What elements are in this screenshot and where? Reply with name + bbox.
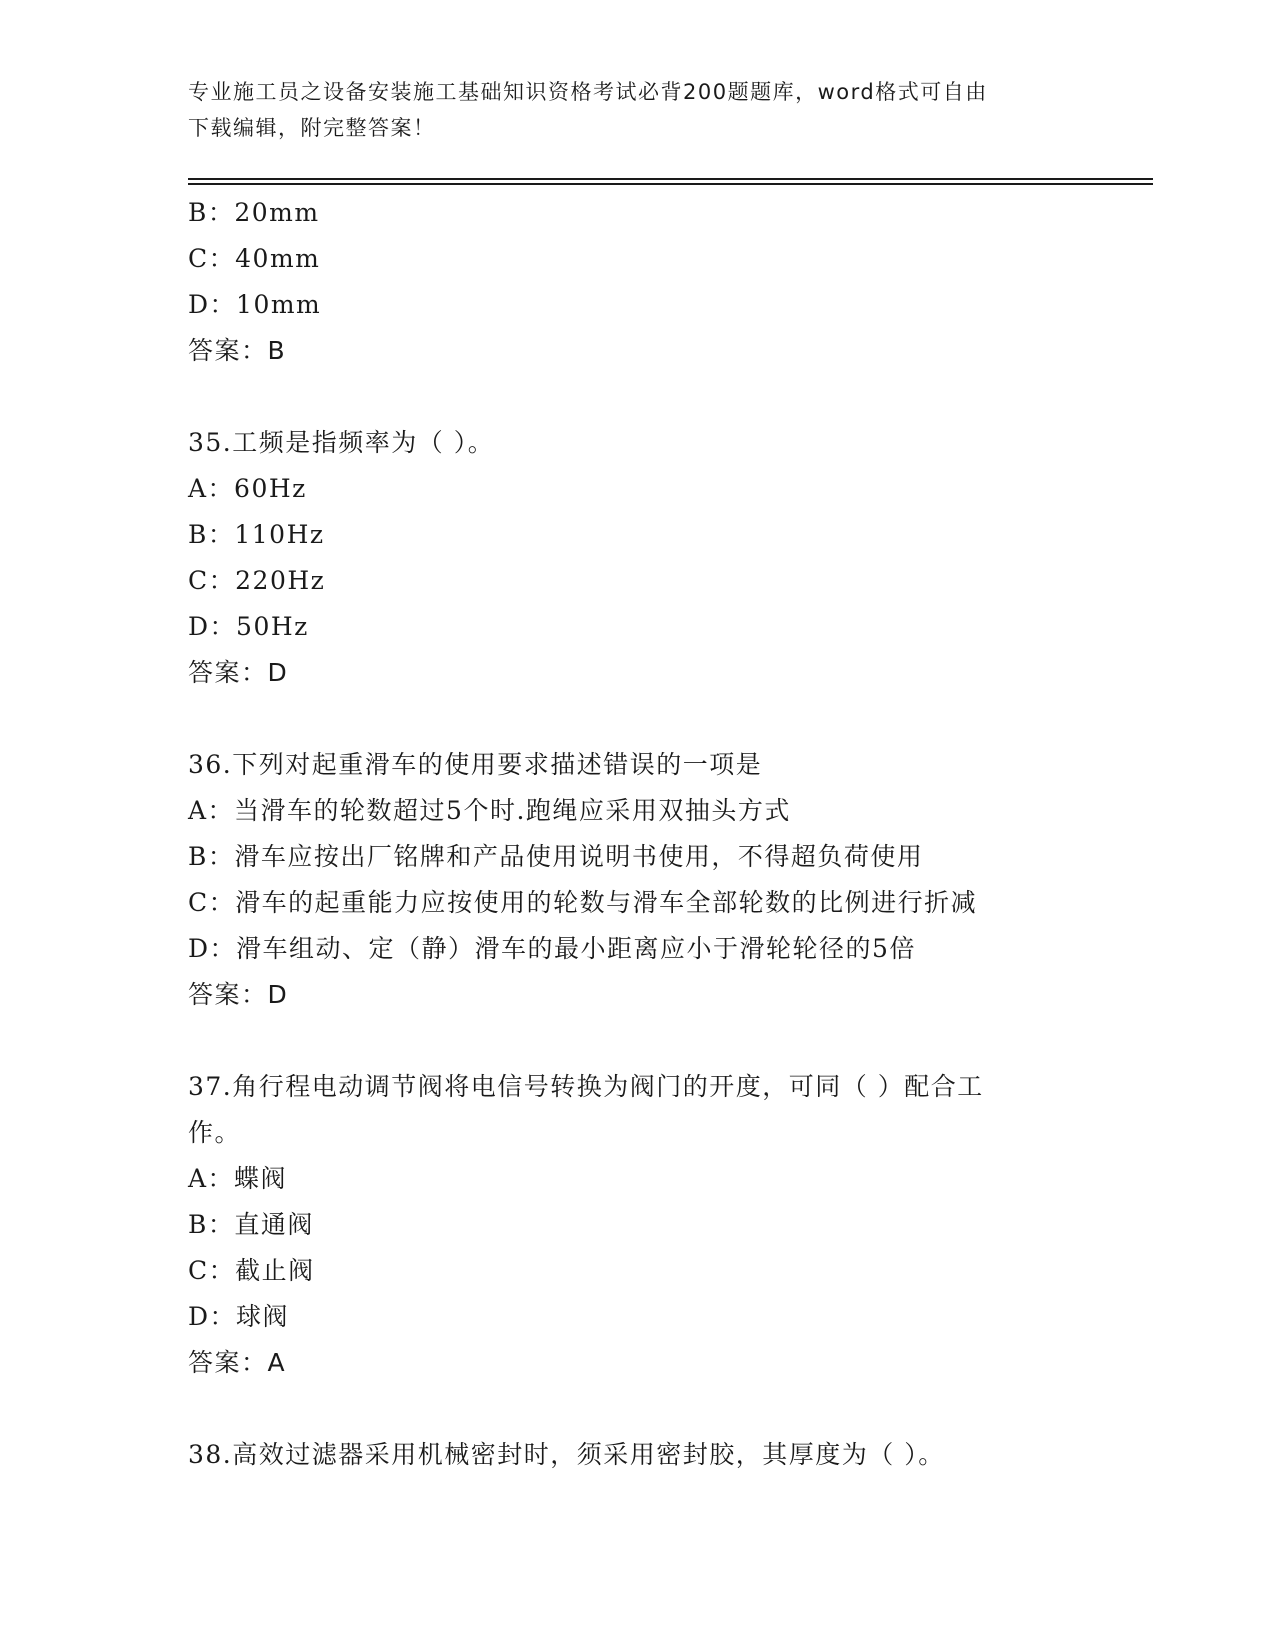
option-d: D：球阀 (188, 1302, 290, 1331)
spacer (188, 374, 1088, 420)
answer: 答案：D (188, 658, 289, 687)
spacer (188, 1018, 1088, 1064)
option-d: D：滑车组动、定（静）滑车的最小距离应小于滑轮轮径的5倍 (188, 934, 916, 963)
option-c: C：40mm (188, 244, 321, 273)
question-36 (188, 742, 1088, 1018)
question-stem-line-2: 作。 (188, 1118, 242, 1147)
question-37 (188, 1064, 1088, 1386)
answer: 答案：B (188, 336, 287, 365)
question-35 (188, 420, 1088, 696)
option-c: C：220Hz (188, 566, 326, 595)
question-list (188, 190, 1088, 1478)
header-rule-bottom (188, 183, 1153, 185)
option-c: C：截止阀 (188, 1256, 315, 1285)
option-b: B：20mm (188, 198, 320, 227)
option-c: C：滑车的起重能力应按使用的轮数与滑车全部轮数的比例进行折减 (188, 888, 978, 917)
answer: 答案：A (188, 1348, 287, 1377)
question-stem: 36.下列对起重滑车的使用要求描述错误的一项是 (188, 750, 763, 779)
spacer (188, 1386, 1088, 1432)
document-header (188, 74, 1088, 146)
header-title-line-2: 下载编辑，附完整答案！ (188, 116, 436, 140)
option-a: A：60Hz (188, 474, 307, 503)
header-rule-top (188, 178, 1153, 180)
option-a: A：蝶阀 (188, 1164, 288, 1193)
option-b: B：直通阀 (188, 1210, 314, 1239)
header-title-line-1: 专业施工员之设备安装施工基础知识资格考试必背200题题库，word格式可自由 (188, 80, 988, 104)
question-34 (188, 190, 1088, 374)
option-b: B：110Hz (188, 520, 325, 549)
question-stem-line-1: 37.角行程电动调节阀将电信号转换为阀门的开度，可同（ ）配合工 (188, 1072, 984, 1101)
option-d: D：10mm (188, 290, 322, 319)
spacer (188, 696, 1088, 742)
option-d: D：50Hz (188, 612, 309, 641)
option-a: A：当滑车的轮数超过5个时.跑绳应采用双抽头方式 (188, 796, 791, 825)
answer: 答案：D (188, 980, 289, 1009)
question-stem: 35.工频是指频率为（ ）。 (188, 428, 495, 457)
question-stem: 38.高效过滤器采用机械密封时，须采用密封胶，其厚度为（ ）。 (188, 1440, 945, 1469)
question-38 (188, 1432, 1088, 1478)
option-b: B：滑车应按出厂铭牌和产品使用说明书使用，不得超负荷使用 (188, 842, 924, 871)
